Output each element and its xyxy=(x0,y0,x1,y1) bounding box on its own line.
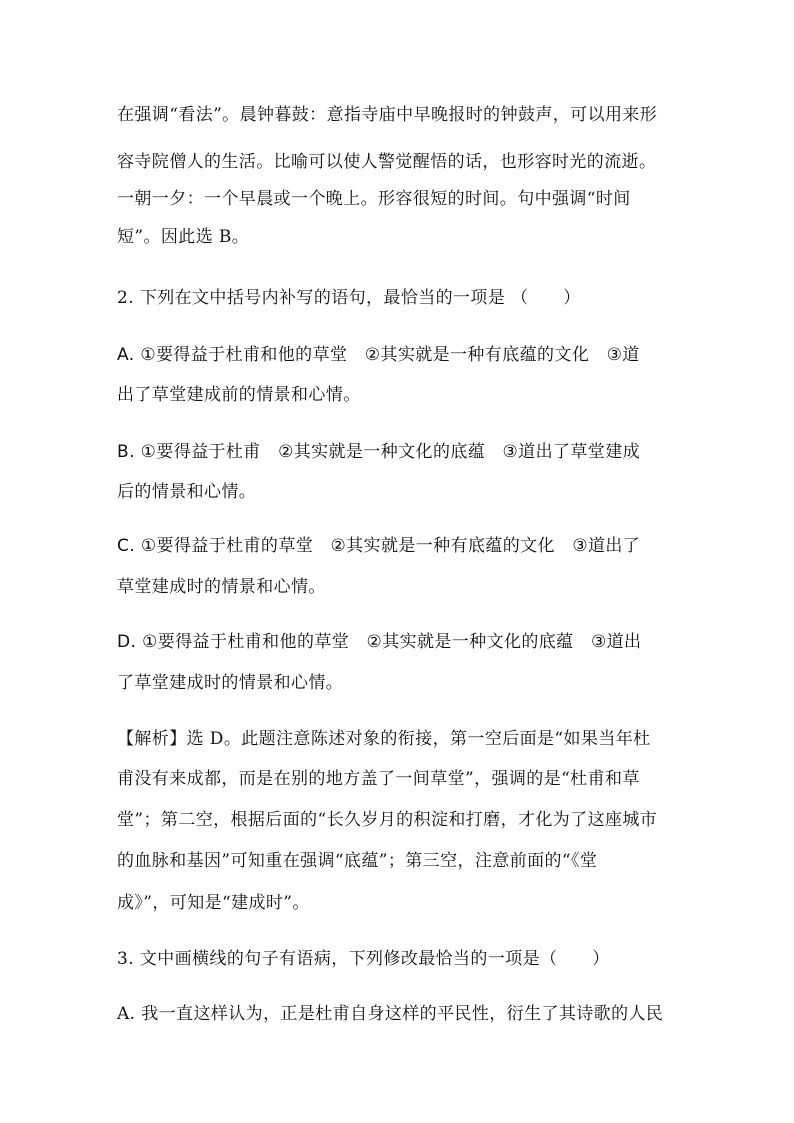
question-2-option-d-line2: 了草堂建成时的情景和心情。 xyxy=(117,673,344,693)
question-2-option-b-line2: 后的情景和心情。 xyxy=(117,482,257,502)
question-2-option-c-line2: 草堂建成时的情景和心情。 xyxy=(117,577,326,597)
question-2-option-a-line1: A. ①要得益于杜甫和他的草堂 ②其实就是一种有底蕴的文化 ③道 xyxy=(117,345,640,365)
question-2-option-a-line2: 出了草堂建成前的情景和心情。 xyxy=(117,385,361,405)
question-2-option-c-line1: C. ①要得益于杜甫的草堂 ②其实就是一种有底蕴的文化 ③道出了 xyxy=(117,536,641,556)
explanation-line: 一朝一夕：一个早晨或一个晚上。形容很短的时间。句中强调“时间 xyxy=(117,189,631,209)
analysis-line: 的血脉和基因”可知重在强调“底蕴”；第三空，注意前面的“《堂 xyxy=(117,851,598,871)
analysis-line: 堂”；第二空，根据后面的“长久岁月的积淀和打磨，才化为了这座城市 xyxy=(117,810,658,830)
explanation-line: 容寺院僧人的生活。比喻可以使人警觉醒悟的话，也形容时光的流逝。 xyxy=(117,152,657,172)
analysis-line: 成》”，可知是“建成时”。 xyxy=(117,893,310,913)
analysis-line: 【解析】选 D。此题注意陈述对象的衔接，第一空后面是“如果当年杜 xyxy=(117,729,651,749)
question-2-option-d-line1: D. ①要得益于杜甫和他的草堂 ②其实就是一种文化的底蕴 ③道出 xyxy=(117,632,642,652)
question-2-option-b-line1: B. ①要得益于杜甫 ②其实就是一种文化的底蕴 ③道出了草堂建成 xyxy=(117,442,640,462)
explanation-line: 短”。因此选 B。 xyxy=(117,227,250,247)
question-3-stem: 3. 文中画横线的句子有语病，下列修改最恰当的一项是（ ） xyxy=(117,949,610,969)
analysis-line: 甫没有来成都，而是在别的地方盖了一间草堂”，强调的是“杜甫和草 xyxy=(117,769,640,789)
explanation-line: 在强调“看法”。晨钟暮鼓：意指寺庙中早晚报时的钟鼓声，可以用来形 xyxy=(117,105,658,125)
question-3-option-a-line1: A. 我一直这样认为，正是杜甫自身这样的平民性，衍生了其诗歌的人民 xyxy=(117,1004,664,1024)
question-2-stem: 2. 下列在文中括号内补写的语句，最恰当的一项是 （ ） xyxy=(117,288,581,308)
